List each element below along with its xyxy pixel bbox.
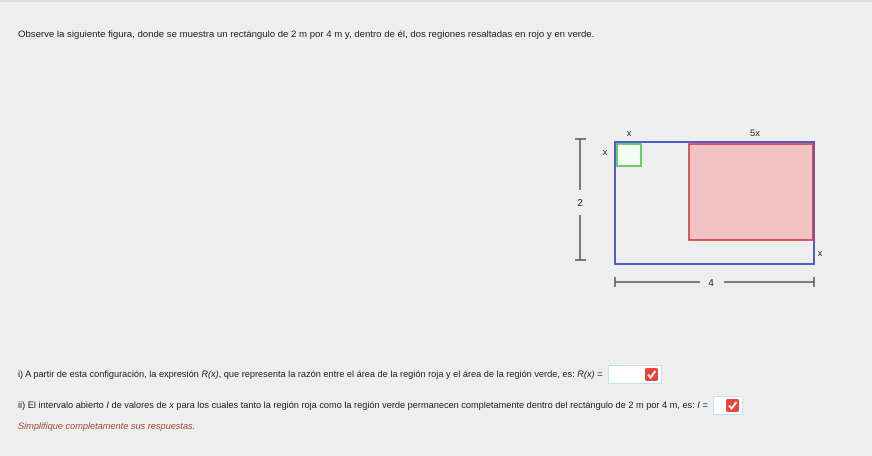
question-ii-lhs: I = (697, 399, 708, 410)
question-i-expression: R(x) (201, 368, 219, 379)
simplify-note: Simplifique completamente sus respuestas. (18, 421, 196, 431)
question-ii (18, 396, 743, 415)
question-i-prefix: i) A partir de esta configuración, la expresión (18, 368, 202, 379)
label-4: 4 (708, 278, 714, 289)
label-2: 2 (577, 198, 583, 209)
intro-text: Observe la siguiente figura, donde se muestra un rectángulo de 2 m por 4 m y, dentro de él, dos regiones resaltadas en rojo y en verde. (18, 29, 595, 40)
question-ii-symbol: I (106, 399, 109, 410)
green-region (617, 144, 641, 166)
question-ii-prefix: ii) El intervalo abierto (18, 399, 107, 410)
question-i-middle: , que representa la razón entre el área de la región roja y el área de la región verde, es: (218, 368, 578, 379)
top-divider (0, 0, 872, 2)
check-mark-icon[interactable] (645, 368, 658, 381)
check-mark-icon[interactable] (726, 399, 739, 412)
label-5x: 5x (749, 128, 761, 139)
question-i-lhs: R(x) = (577, 368, 603, 379)
question-ii-rest: para los cuales tanto la región roja como la región verde permanecen completamente dentro del rectángulo de 2 m por 4 m, es: (173, 399, 698, 410)
label-x-left: x (602, 147, 608, 157)
rectangle-figure (568, 118, 828, 296)
answer-input-r[interactable] (608, 365, 662, 384)
question-i (18, 365, 662, 384)
label-x-right: x (817, 248, 823, 258)
question-ii-middle: de valores de (108, 399, 170, 410)
question-ii-var: x (169, 399, 174, 410)
red-region (689, 144, 813, 240)
answer-input-i[interactable] (713, 396, 743, 415)
label-x-top: x (626, 128, 632, 138)
